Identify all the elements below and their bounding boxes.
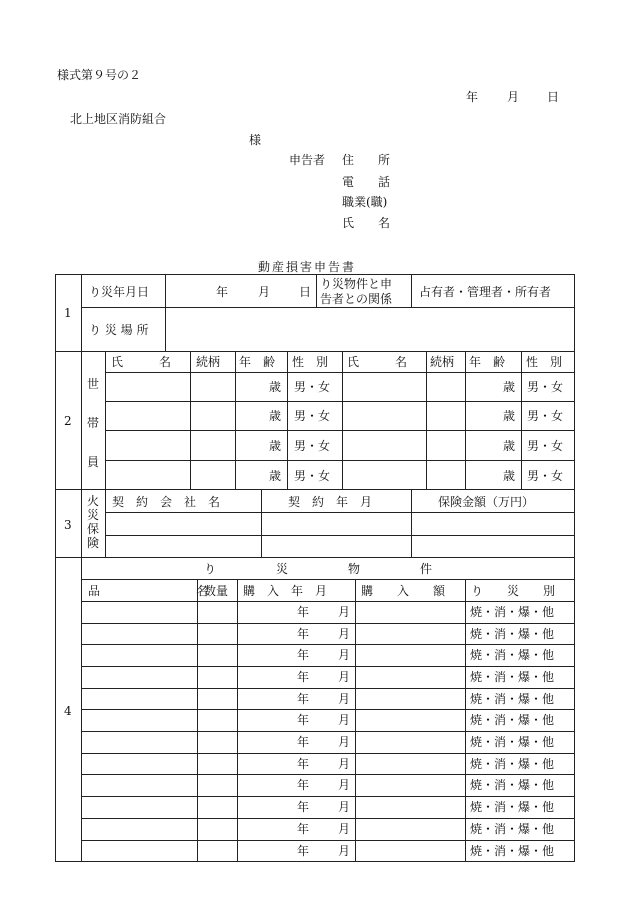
purchase-amount-header: 購 入 額: [361, 584, 446, 598]
addressee: 北上地区消防組合: [70, 112, 167, 126]
row-month: 月: [338, 627, 351, 641]
section-4: [55, 557, 575, 862]
row-damage-options: 焼・消・爆・他: [470, 627, 555, 641]
damaged-property-title: り 災 物 件: [204, 562, 433, 576]
row-year: 年: [297, 735, 310, 749]
row-year: 年: [297, 844, 310, 858]
section-2: [55, 351, 575, 490]
phone-label: 電 話: [342, 175, 391, 189]
sex-options: 男・女: [294, 469, 331, 483]
household-label-1: 世: [87, 377, 100, 391]
item-name-header: 品 名: [88, 584, 209, 598]
section-4-number: 4: [64, 704, 72, 718]
sex-options: 男・女: [294, 409, 331, 423]
row-damage-options: 焼・消・爆・他: [470, 648, 555, 662]
disaster-month: 月: [258, 285, 271, 299]
relation-options: 占有者・管理者・所有者: [419, 285, 552, 299]
row-month: 月: [338, 800, 351, 814]
row-year: 年: [297, 605, 310, 619]
sex-options: 男・女: [294, 380, 331, 394]
row-month: 月: [338, 735, 351, 749]
sex-options: 男・女: [527, 380, 564, 394]
row-year: 年: [297, 778, 310, 792]
disaster-day: 日: [299, 285, 312, 299]
row-year: 年: [297, 822, 310, 836]
insurance-label-2: 災: [87, 508, 100, 522]
insurance-label-1: 火: [87, 494, 100, 508]
contract-date-header: 契 約 年 月: [288, 495, 373, 509]
row-month: 月: [338, 692, 351, 706]
relation-label-line2: 告者との関係: [320, 292, 393, 306]
row-damage-options: 焼・消・爆・他: [470, 778, 555, 792]
age-unit: 歳: [503, 469, 516, 483]
age-unit: 歳: [269, 469, 282, 483]
purchase-date-header: 購 入 年 月: [243, 584, 328, 598]
row-year: 年: [297, 670, 310, 684]
damage-type-header: り 災 別: [471, 584, 556, 598]
honorific: 様: [249, 133, 262, 147]
row-month: 月: [338, 757, 351, 771]
row-damage-options: 焼・消・爆・他: [470, 713, 555, 727]
sex-options: 男・女: [527, 469, 564, 483]
row-damage-options: 焼・消・爆・他: [470, 692, 555, 706]
row-month: 月: [338, 670, 351, 684]
date-day: 日: [547, 90, 560, 104]
row-year: 年: [297, 692, 310, 706]
age-unit: 歳: [503, 439, 516, 453]
row-year: 年: [297, 757, 310, 771]
row-year: 年: [297, 648, 310, 662]
row-year: 年: [297, 627, 310, 641]
name-label: 氏 名: [342, 216, 391, 230]
section-3: [55, 489, 575, 558]
insurance-label-4: 険: [87, 536, 100, 550]
relation-label-line1: り災物件と申: [320, 277, 393, 291]
col-name-header-right: 氏 名: [347, 355, 408, 369]
disaster-place-label: り 災 場 所: [89, 323, 149, 337]
row-damage-options: 焼・消・爆・他: [470, 822, 555, 836]
row-damage-options: 焼・消・爆・他: [470, 735, 555, 749]
age-unit: 歳: [503, 380, 516, 394]
col-age-header-right: 年 齢: [469, 355, 506, 369]
disaster-date-label: り災年月日: [89, 285, 150, 299]
disaster-year: 年: [216, 285, 229, 299]
sex-options: 男・女: [294, 439, 331, 453]
sex-options: 男・女: [527, 409, 564, 423]
age-unit: 歳: [269, 439, 282, 453]
row-month: 月: [338, 778, 351, 792]
row-damage-options: 焼・消・爆・他: [470, 757, 555, 771]
row-month: 月: [338, 648, 351, 662]
section-3-number: 3: [64, 518, 72, 532]
col-relation-header: 続柄: [196, 355, 221, 369]
household-label-3: 員: [87, 455, 100, 469]
row-year: 年: [297, 800, 310, 814]
date-year: 年: [466, 90, 479, 104]
col-sex-header-right: 性 別: [526, 355, 563, 369]
row-month: 月: [338, 713, 351, 727]
insurance-label-3: 保: [87, 522, 100, 536]
declarant-label: 申告者: [289, 153, 326, 167]
row-year: 年: [297, 713, 310, 727]
date-month: 月: [507, 90, 520, 104]
section-2-number: 2: [64, 414, 72, 428]
insurance-company-header: 契 約 会 社 名: [112, 495, 221, 509]
row-month: 月: [338, 605, 351, 619]
age-unit: 歳: [269, 409, 282, 423]
col-name-header: 氏 名: [111, 355, 172, 369]
col-relation-header-right: 続柄: [430, 355, 455, 369]
document-title: 動産損害申告書: [258, 260, 357, 274]
quantity-header: 数量: [204, 584, 229, 598]
form-number: 様式第９号の２: [57, 68, 142, 82]
row-month: 月: [338, 844, 351, 858]
row-month: 月: [338, 822, 351, 836]
address-label: 住 所: [342, 153, 391, 167]
row-damage-options: 焼・消・爆・他: [470, 605, 555, 619]
household-label-2: 帯: [87, 416, 100, 430]
occupation-label: 職業(職): [342, 195, 388, 209]
age-unit: 歳: [269, 380, 282, 394]
age-unit: 歳: [503, 409, 516, 423]
row-damage-options: 焼・消・爆・他: [470, 800, 555, 814]
sex-options: 男・女: [527, 439, 564, 453]
col-age-header: 年 齢: [239, 355, 276, 369]
col-sex-header: 性 別: [292, 355, 329, 369]
insurance-amount-header: 保険金額（万円）: [438, 495, 535, 509]
row-damage-options: 焼・消・爆・他: [470, 844, 555, 858]
row-damage-options: 焼・消・爆・他: [470, 670, 555, 684]
section-1: [55, 274, 575, 352]
section-1-number: 1: [64, 306, 72, 320]
